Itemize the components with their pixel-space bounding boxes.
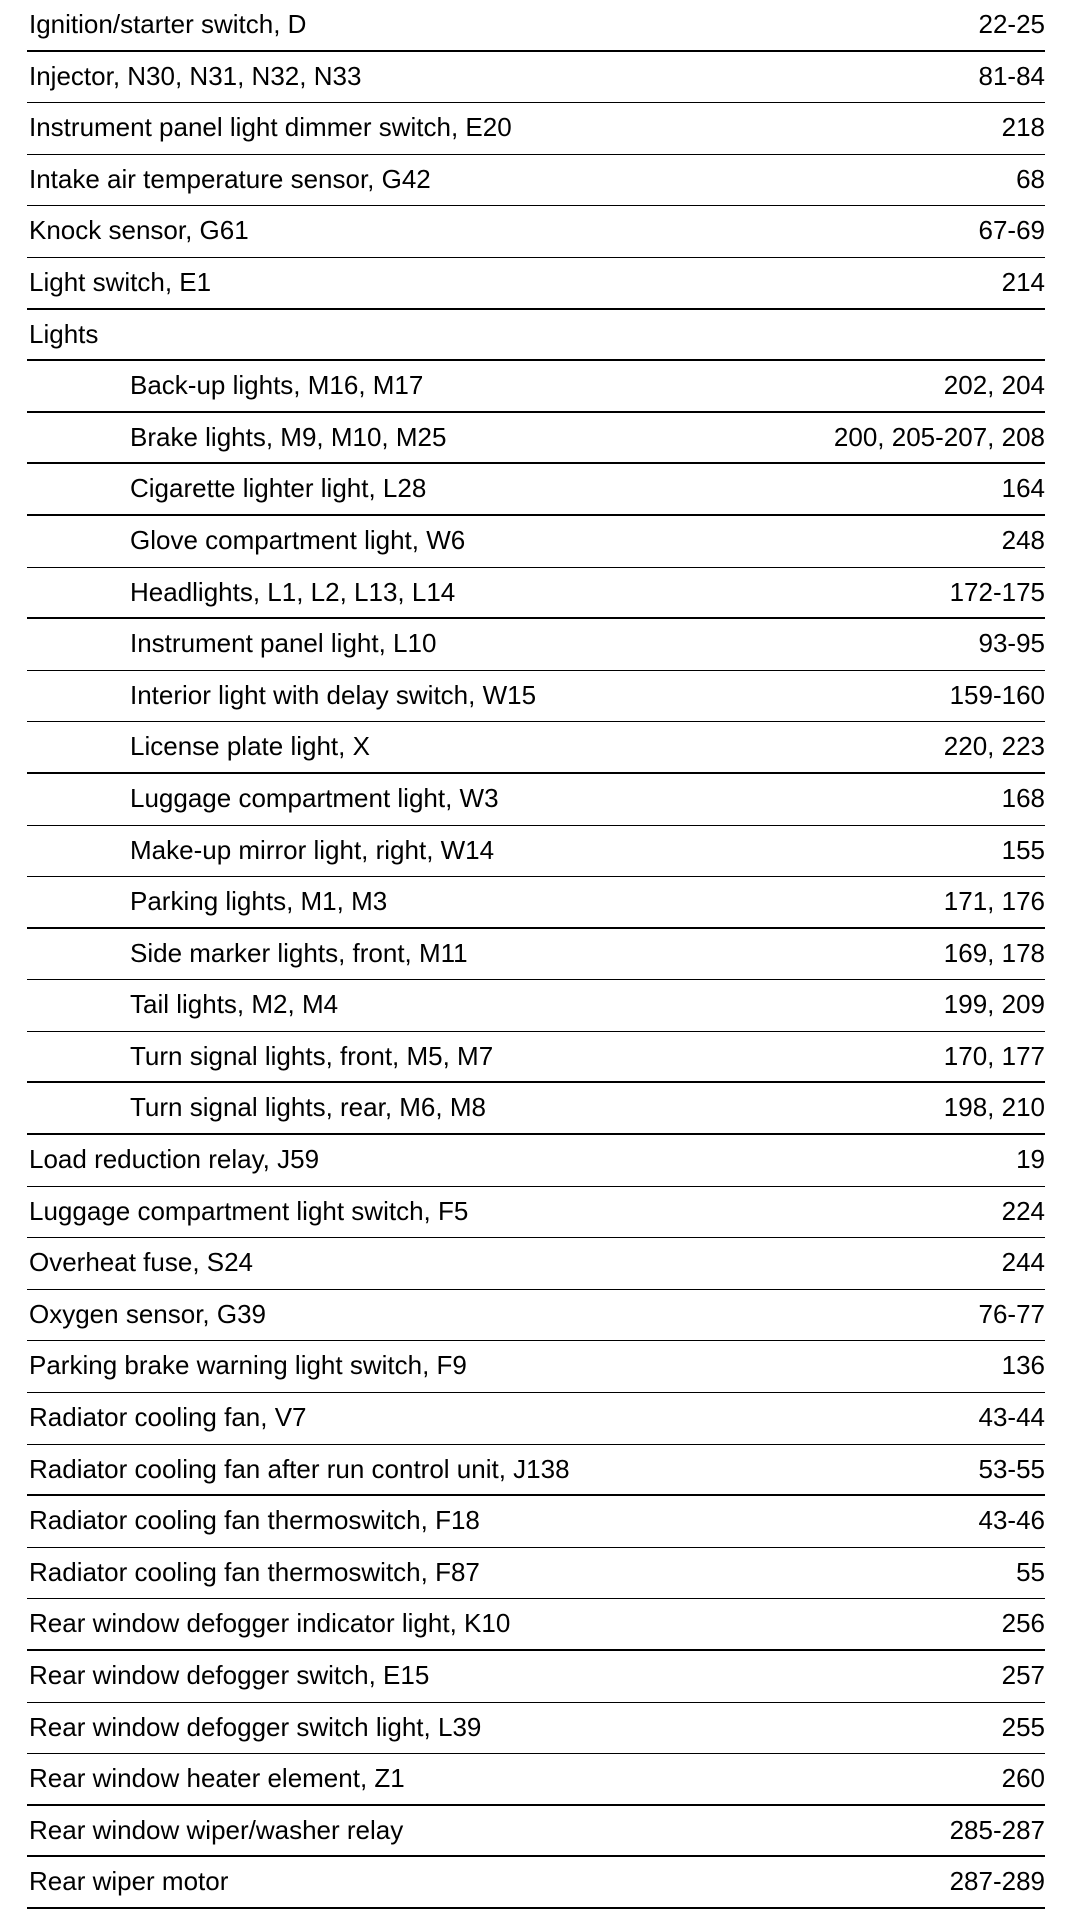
page-reference: 43-44 bbox=[978, 1402, 1045, 1433]
index-subentry-row bbox=[27, 929, 1045, 981]
component-name: Brake lights, M9, M10, M25 bbox=[130, 421, 447, 452]
component-name: Rear window wiper/washer relay bbox=[29, 1814, 404, 1845]
page-reference: 218 bbox=[1001, 112, 1045, 143]
index-subentry-row bbox=[27, 774, 1045, 826]
index-entry-row bbox=[27, 103, 1045, 155]
component-name: Instrument panel light, L10 bbox=[130, 628, 437, 659]
page-reference: 68 bbox=[1016, 163, 1045, 194]
index-entry-row bbox=[27, 1703, 1045, 1755]
component-name: Rear window defogger indicator light, K10 bbox=[29, 1608, 511, 1639]
page-reference: 164 bbox=[1001, 473, 1045, 504]
page-reference: 260 bbox=[1001, 1763, 1045, 1794]
component-name: Radiator cooling fan, V7 bbox=[29, 1402, 307, 1433]
component-name: Glove compartment light, W6 bbox=[130, 524, 466, 555]
index-subentry-row bbox=[27, 980, 1045, 1032]
component-index-table bbox=[27, 0, 1045, 1909]
page-reference: 256 bbox=[1001, 1608, 1045, 1639]
index-subentry-row bbox=[27, 464, 1045, 516]
component-name: Intake air temperature sensor, G42 bbox=[29, 163, 431, 194]
component-name: Headlights, L1, L2, L13, L14 bbox=[130, 576, 456, 607]
component-name: Cigarette lighter light, L28 bbox=[130, 473, 427, 504]
page-reference: 53-55 bbox=[978, 1453, 1045, 1484]
index-subentry-row bbox=[27, 1083, 1045, 1135]
page-reference: 93-95 bbox=[978, 628, 1045, 659]
page-reference: 43-46 bbox=[978, 1505, 1045, 1536]
component-name: Rear wiper motor bbox=[29, 1866, 229, 1897]
page-reference: 136 bbox=[1001, 1350, 1045, 1381]
index-entry-row bbox=[27, 1548, 1045, 1600]
component-name: Turn signal lights, rear, M6, M8 bbox=[130, 1092, 486, 1123]
page-reference: 159-160 bbox=[949, 679, 1045, 710]
index-subentry-row bbox=[27, 361, 1045, 413]
component-name: Load reduction relay, J59 bbox=[29, 1144, 320, 1175]
index-subentry-row bbox=[27, 671, 1045, 723]
component-name: Radiator cooling fan thermoswitch, F18 bbox=[29, 1505, 480, 1536]
index-subentry-row bbox=[27, 722, 1045, 774]
page-reference: 257 bbox=[1001, 1660, 1045, 1690]
page-reference: 67-69 bbox=[978, 215, 1045, 246]
index-entry-row bbox=[27, 1135, 1045, 1187]
component-name: Lights bbox=[29, 318, 99, 349]
page-reference: 199, 209 bbox=[943, 989, 1045, 1020]
page-reference: 76-77 bbox=[978, 1298, 1045, 1329]
component-name: Light switch, E1 bbox=[29, 266, 212, 297]
component-name: Luggage compartment light switch, F5 bbox=[29, 1195, 469, 1226]
page-reference: 200, 205-207, 208 bbox=[833, 421, 1045, 452]
page-reference: 202, 204 bbox=[943, 370, 1045, 401]
index-entry-row bbox=[27, 1651, 1045, 1703]
index-entry-row bbox=[27, 1341, 1045, 1393]
component-name: Make-up mirror light, right, W14 bbox=[130, 834, 495, 865]
index-entry-row bbox=[27, 258, 1045, 310]
page-reference: 287-289 bbox=[949, 1866, 1045, 1897]
page-reference: 81-84 bbox=[978, 60, 1045, 91]
component-name: Parking lights, M1, M3 bbox=[130, 886, 388, 917]
page-reference: 22-25 bbox=[978, 9, 1045, 39]
index-subentry-row bbox=[27, 413, 1045, 465]
page-reference: 255 bbox=[1001, 1711, 1045, 1742]
component-name: Turn signal lights, front, M5, M7 bbox=[130, 1040, 494, 1071]
index-entry-row bbox=[27, 1496, 1045, 1548]
page-reference: 55 bbox=[1016, 1556, 1045, 1587]
index-entry-row bbox=[27, 1857, 1045, 1909]
index-entry-row bbox=[27, 1599, 1045, 1651]
page-reference: 224 bbox=[1001, 1195, 1045, 1226]
component-name: Knock sensor, G61 bbox=[29, 215, 249, 246]
component-name: Side marker lights, front, M11 bbox=[130, 937, 468, 968]
index-entry-row bbox=[27, 1290, 1045, 1342]
page-reference: 171, 176 bbox=[943, 886, 1045, 917]
component-name: Overheat fuse, S24 bbox=[29, 1247, 254, 1278]
index-entry-row bbox=[27, 1445, 1045, 1497]
page-reference: 19 bbox=[1016, 1144, 1045, 1175]
page-reference: 244 bbox=[1001, 1247, 1045, 1278]
component-name: Rear window defogger switch, E15 bbox=[29, 1660, 430, 1690]
component-name: Radiator cooling fan thermoswitch, F87 bbox=[29, 1556, 480, 1587]
index-entry-row bbox=[27, 310, 1045, 362]
page-reference: 214 bbox=[1001, 266, 1045, 297]
index-entry-row bbox=[27, 1754, 1045, 1806]
index-entry-row bbox=[27, 206, 1045, 258]
page-reference: 168 bbox=[1001, 782, 1045, 813]
page-reference: 220, 223 bbox=[943, 731, 1045, 762]
index-entry-row bbox=[27, 1187, 1045, 1239]
index-entry-row bbox=[27, 0, 1045, 52]
component-name: Injector, N30, N31, N32, N33 bbox=[29, 60, 362, 91]
index-entry-row bbox=[27, 1393, 1045, 1445]
page-reference: 172-175 bbox=[949, 576, 1045, 607]
page-reference: 170, 177 bbox=[943, 1040, 1045, 1071]
component-name: Rear window heater element, Z1 bbox=[29, 1763, 405, 1794]
index-entry-row bbox=[27, 155, 1045, 207]
index-entry-row bbox=[27, 52, 1045, 104]
component-name: Oxygen sensor, G39 bbox=[29, 1298, 267, 1329]
page-reference: 198, 210 bbox=[943, 1092, 1045, 1123]
component-name: Ignition/starter switch, D bbox=[29, 9, 307, 39]
page-reference: 285-287 bbox=[949, 1814, 1045, 1845]
component-name: License plate light, X bbox=[130, 731, 370, 762]
index-subentry-row bbox=[27, 619, 1045, 671]
component-name: Instrument panel light dimmer switch, E20 bbox=[29, 112, 512, 143]
component-name: Radiator cooling fan after run control unit, J138 bbox=[29, 1453, 570, 1484]
index-subentry-row bbox=[27, 826, 1045, 878]
page-reference: 169, 178 bbox=[943, 937, 1045, 968]
page-reference: 155 bbox=[1001, 834, 1045, 865]
index-subentry-row bbox=[27, 516, 1045, 568]
component-name: Rear window defogger switch light, L39 bbox=[29, 1711, 482, 1742]
component-name: Interior light with delay switch, W15 bbox=[130, 679, 537, 710]
index-entry-row bbox=[27, 1238, 1045, 1290]
component-name: Parking brake warning light switch, F9 bbox=[29, 1350, 467, 1381]
index-subentry-row bbox=[27, 568, 1045, 620]
page-reference: 248 bbox=[1001, 524, 1045, 555]
index-subentry-row bbox=[27, 1032, 1045, 1084]
index-entry-row bbox=[27, 1806, 1045, 1858]
component-name: Tail lights, M2, M4 bbox=[130, 989, 339, 1020]
index-subentry-row bbox=[27, 877, 1045, 929]
component-name: Luggage compartment light, W3 bbox=[130, 782, 499, 813]
component-name: Back-up lights, M16, M17 bbox=[130, 370, 424, 401]
